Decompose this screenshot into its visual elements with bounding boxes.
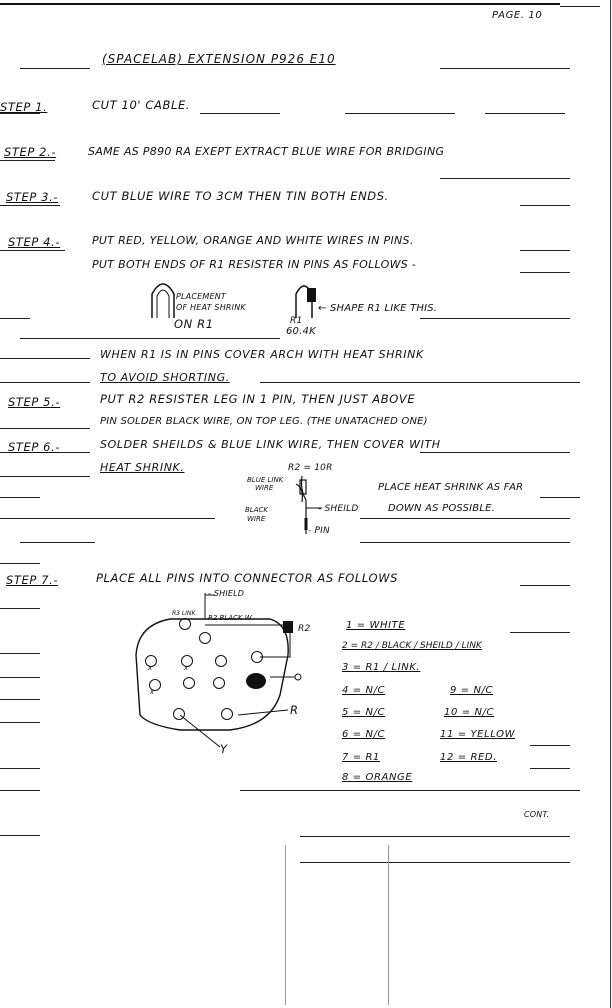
r2-note-line-1: PLACE HEAT SHRINK AS FAR [378,482,524,493]
pin-5 [214,654,228,668]
ruled-line [520,205,570,206]
document-title: (SPACELAB) EXTENSION P926 E10 [102,52,336,66]
pin-assignment-6: 6 = N/C [342,729,386,740]
pin-11 [172,707,186,721]
ruled-line [300,862,570,863]
pin-x-mark: x [150,688,155,696]
ruled-line [20,68,90,69]
ruled-line [540,497,580,498]
ruled-line [345,113,455,114]
step-6-line-2: HEAT SHRINK. [100,461,185,474]
ruled-line [530,768,570,769]
pin-assignment-12: 12 = RED. [440,752,498,763]
vertical-line [388,845,389,1005]
connector-shield-label: - SHIELD [208,589,245,598]
step-7-text: PLACE ALL PINS INTO CONNECTOR AS FOLLOWS [96,571,399,585]
ruled-line [0,790,40,791]
ruled-line [260,382,580,383]
step-5-line-2: PIN SOLDER BLACK WIRE, ON TOP LEG. (THE UNATACHED ONE) [100,416,428,427]
ruled-line [0,835,40,836]
r1-heat-shrink-label: OF HEAT SHRINK [176,303,246,312]
r1-placement-label: PLACEMENT [176,292,227,301]
ruled-line [0,428,90,429]
pin-assignment-5: 5 = N/C [342,707,386,718]
ruled-line [300,836,570,837]
ruled-line [0,318,30,319]
connector-r-label: R [290,703,299,717]
pin-assignment-2: 2 = R2 / BLACK / SHEILD / LINK [342,641,482,651]
step-6-line-1: SOLDER SHEILDS & BLUE LINK WIRE, THEN COVER WITH [100,438,441,451]
pin-assignment-7: 7 = R1 [342,752,381,763]
step-5-line-1: PUT R2 RESISTER LEG IN 1 PIN, THEN JUST ABOVE [100,392,416,406]
pin-assignment-1: 1 = WHITE [346,620,406,631]
r1-note-line-1: WHEN R1 IS IN PINS COVER ARCH WITH HEAT SHRINK [100,348,424,361]
pin-8 [182,676,196,690]
step-4-line-1: PUT RED, YELLOW, ORANGE AND WHITE WIRES IN PINS. [92,234,414,247]
ruled-line [0,205,60,206]
resistor-r1-shape-icon [292,280,316,320]
ruled-line [20,542,95,543]
ruled-line [0,476,90,477]
ruled-line [420,452,570,453]
page-label: PAGE. 10 [492,10,543,21]
ruled-line [0,250,65,251]
step-2-label: STEP 2.- [4,145,57,159]
r1-note-line-2: TO AVOID SHORTING. [100,371,230,384]
pin-assignment-4: 4 = N/C [342,685,386,696]
vertical-line [610,0,611,1008]
pin-x-mark: x [184,664,189,672]
ruled-line [0,677,40,678]
ruled-line [0,518,215,519]
ruled-line [440,68,570,69]
top-border-right [560,6,600,7]
top-border [0,3,560,5]
pin-label: - PIN [308,526,330,536]
step-2-text: SAME AS P890 RA EXEPT EXTRACT BLUE WIRE FOR BRIDGING [88,145,445,158]
pin-2 [198,631,212,645]
black-wire-label: BLACK [245,506,268,514]
r1-on-label: ON R1 [174,317,214,331]
pin-6 [250,650,264,664]
ruled-line [0,699,40,700]
r2-note-line-2: DOWN AS POSSIBLE. [388,503,496,514]
ruled-line [0,382,90,383]
connector-r3-link-label: R3 LINK [172,610,196,617]
black-wire-label-2: WIRE [247,515,266,523]
ruled-line [200,113,280,114]
heat-shrink-arch-icon [148,280,178,320]
pin-assignment-11: 11 = YELLOW [440,729,516,740]
pin-9 [212,676,226,690]
pin-assignment-9: 9 = N/C [450,685,494,696]
ruled-line [0,497,40,498]
ruled-line [360,518,570,519]
pin-1 [178,617,192,631]
r1-shape-note: ← SHAPE R1 LIKE THIS. [318,303,438,314]
continued-note: CONT. [524,810,550,819]
r2-label: R2 = 10R [288,463,333,473]
step-1-text: CUT 10' CABLE. [92,98,191,112]
step-6-label: STEP 6.- [8,440,61,454]
ruled-line [420,318,570,319]
r1-label: R1 [290,316,303,326]
connector-diagram [130,585,310,755]
ruled-line [0,358,90,359]
connector-r2-black-label: R2 BLACK W [208,614,252,622]
ruled-line [0,653,40,654]
ruled-line [440,178,570,179]
connector-y-label: Y [220,742,228,756]
ruled-line [510,632,570,633]
step-3-label: STEP 3.- [6,190,59,204]
pin-12 [220,707,234,721]
ruled-line [20,338,280,339]
blue-link-label: BLUE LINK [247,476,284,484]
step-3-text: CUT BLUE WIRE TO 3CM THEN TIN BOTH ENDS. [92,189,389,203]
step-5-label: STEP 5.- [8,395,61,409]
ruled-line [530,745,570,746]
ruled-line [520,272,570,273]
ruled-line [0,563,40,564]
ruled-line [520,250,570,251]
ruled-line [240,790,580,791]
connector-r-top-label: R2 [298,624,311,634]
pin-assignment-8: 8 = ORANGE [342,772,413,783]
step-4-label: STEP 4.- [8,235,61,249]
pin-assignment-10: 10 = N/C [444,707,495,718]
blue-link-wire-label: WIRE [255,484,274,492]
ruled-line [0,768,40,769]
ruled-line [0,722,40,723]
pin-x-mark: x [148,664,153,672]
ruled-line [485,113,565,114]
ruled-line [0,160,55,161]
shield-label: - SHEILD [318,504,359,514]
vertical-line [285,845,286,1005]
pin-assignment-3: 3 = R1 / LINK. [342,662,421,673]
r1-value: 60.4K [286,326,316,337]
step-4-line-2: PUT BOTH ENDS OF R1 RESISTER IN PINS AS FOLLOWS - [92,258,417,271]
ruled-line [360,542,570,543]
ruled-line [520,585,570,586]
step-1-label: STEP 1. [0,100,48,114]
ruled-line [0,608,40,609]
step-7-label: STEP 7.- [6,573,59,587]
